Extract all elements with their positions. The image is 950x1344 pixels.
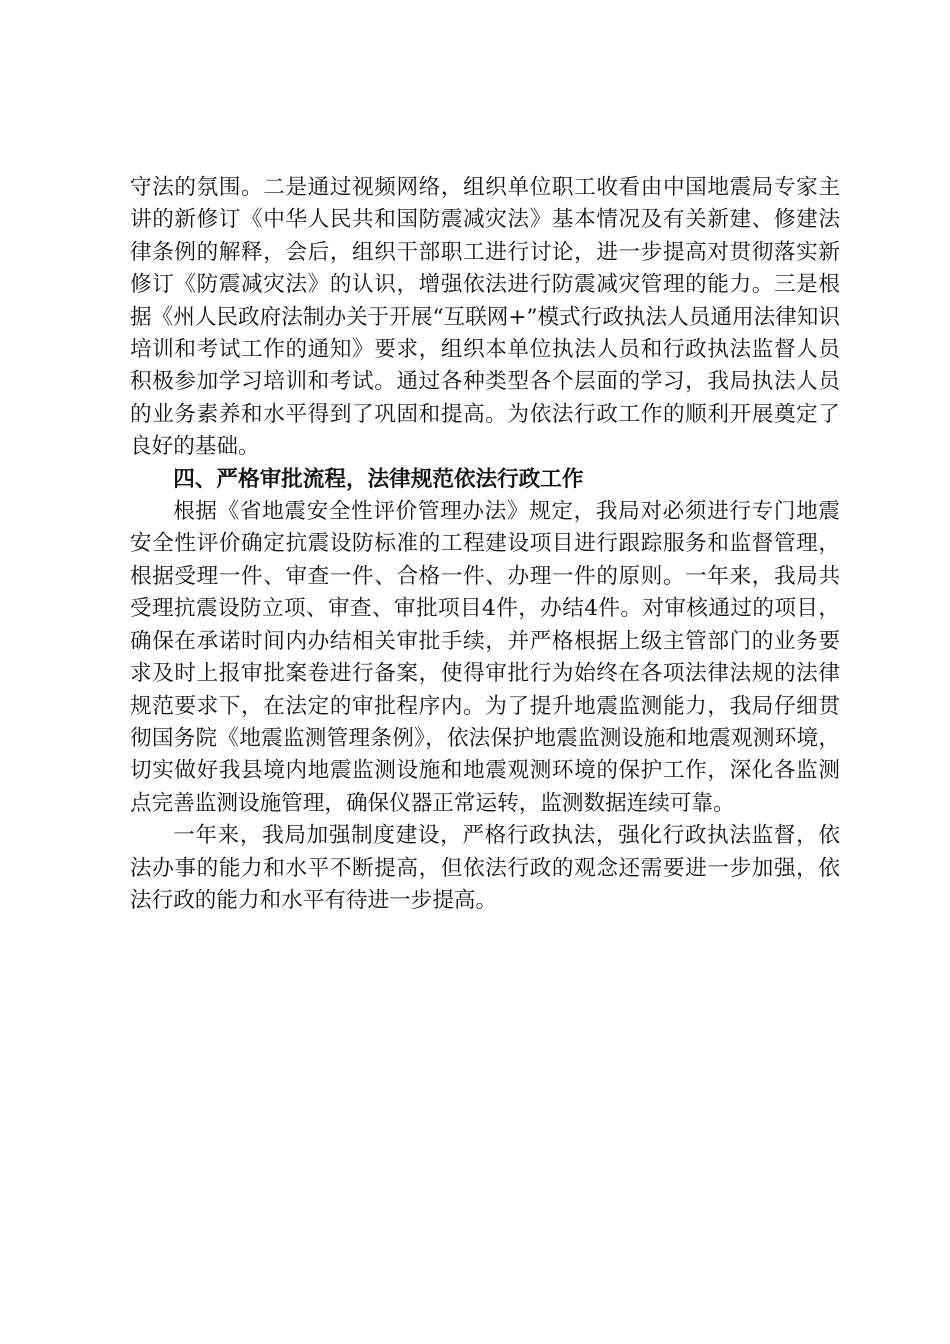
paragraph-continuation: 守法的氛围。二是通过视频网络，组织单位职工收看由中国地震局专家主讲的新修订《中华人民共和国防震减灾法》基本情况及有关新建、修建法律条例的解释，会后，组织干部职工进行讨论，进一步提高对贯彻落实新修订《防震减灾法》的认识，增强依法进行防震减灾管理的能力。三是根据《州人民政府法制办关于开展“互联网+”模式行政执法人员通用法律知识培训和考试工作的通知》要求，组织本单位执法人员和行政执法监督人员积极参加学习培训和考试。通过各种类型各个层面的学习，我局执法人员的业务素养和水平得到了巩固和提高。为依法行政工作的顺利开展奠定了良好的基础。	[130, 175, 840, 460]
paragraph-summary: 一年来，我局加强制度建设，严格行政执法，强化行政执法监督，依法办事的能力和水平不断提高，但依法行政的观念还需要进一步加强，依法行政的能力和水平有待进一步提高。	[130, 823, 840, 913]
section-heading-4: 四、严格审批流程，法律规范依法行政工作	[173, 466, 584, 492]
paragraph-approval-process: 根据《省地震安全性评价管理办法》规定，我局对必须进行专门地震安全性评价确定抗震设防标准的工程建设项目进行跟踪服务和监督管理，根据受理一件、审查一件、合格一件、办理一件的原则。一年来，我局共受理抗震设防立项、审查、审批项目4件，办结4件。对审核通过的项目，确保在承诺时间内办结相关审批手续，并严格根据上级主管部门的业务要求及时上报审批案卷进行备案，使得审批行为始终在各项法律法规的法律规范要求下，在法定的审批程序内。为了提升地震监测能力，我局仔细贯彻国务院《地震监测管理条例》，依法保护地震监测设施和地震观测环境，切实做好我县境内地震监测设施和地震观测环境的保护工作，深化各监测点完善监测设施管理，确保仪器正常运转，监测数据连续可靠。	[130, 499, 840, 816]
document-page	[130, 172, 840, 917]
